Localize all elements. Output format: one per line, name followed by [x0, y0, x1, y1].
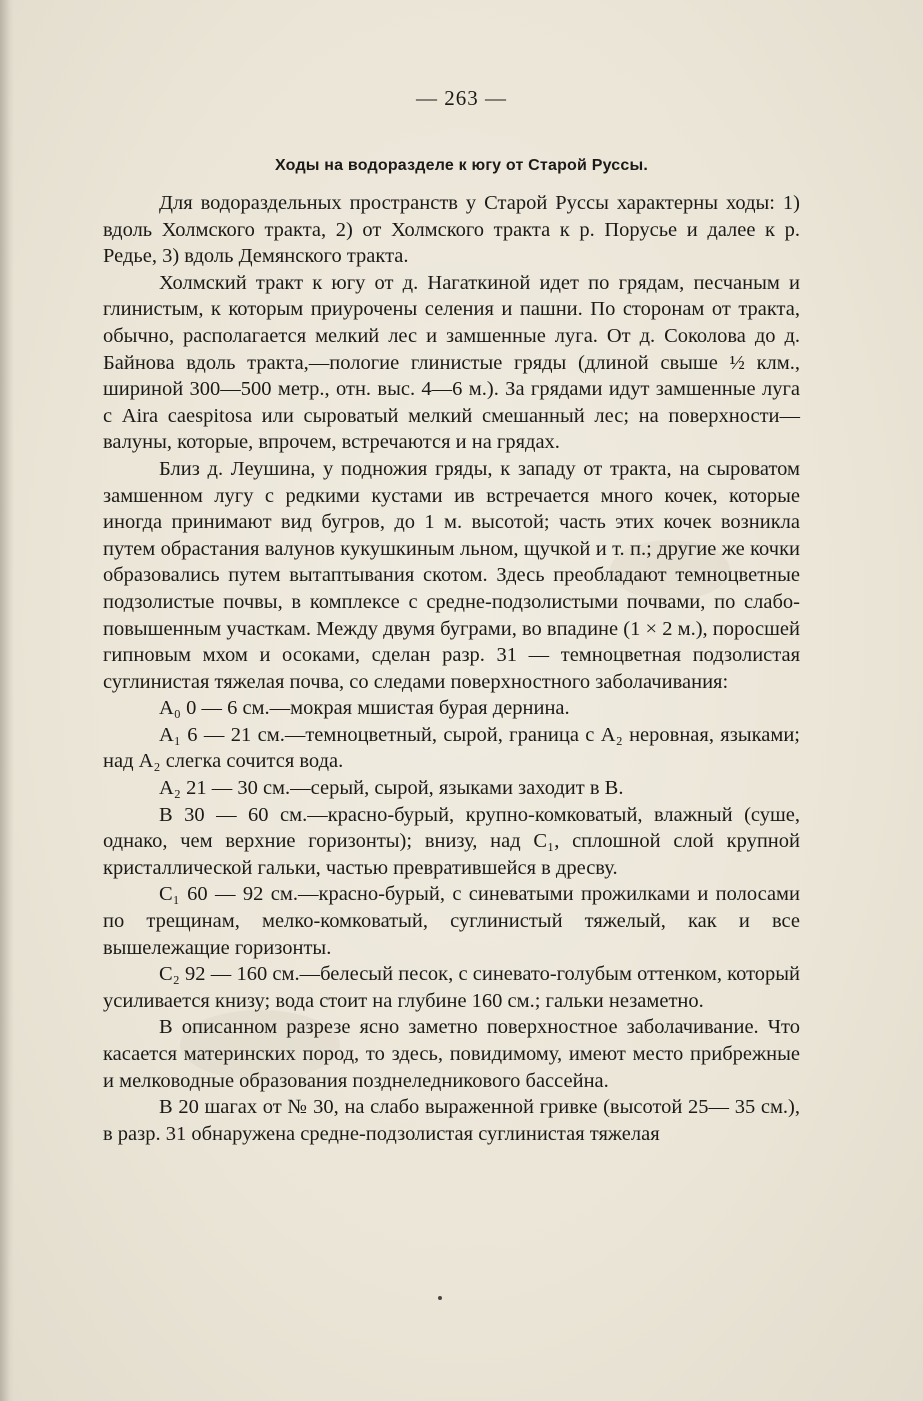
soil-horizon-c2: C₂ 92 — 160 см.—белесый песок, с синевато-голубым оттенком, который усиливается книзу; вода стоит на глубине 160 см.; гальки незаметно. [103, 963, 800, 1012]
paragraph: Для водораздельных пространств у Старой Руссы характерны ходы: 1) вдоль Холмского тракта, 2) от Холмского тракта к р. Порусье и далее к р. Редье, 3) вдоль Демянского тракта. [103, 192, 800, 268]
soil-horizon-b: B 30 — 60 см.—красно-бурый, крупно-комковатый, влажный (суше, однако, чем верхние горизонты); внизу, над C₁, сплошной слой крупной кристаллической гальки, частью превратившейся в дресву. [103, 803, 800, 879]
paragraph: Близ д. Леушина, у подножия гряды, к западу от тракта, на сыроватом замшенном лугу с редкими кустами ив встречается много кочек, которые иногда принимают вид бугров, до 1 м. высотой; часть этих кочек возникла путем обрастания валунов кукушкиным льном, щучкой и т. п.; другие же кочки образовались путем вытаптывания скотом. Здесь преобладают темноцветные подзолистые почвы, в комплексе с средне-подзолистыми почвами, по слабо-повышенным участкам. Между двумя буграми, во впадине (1 × 2 м.), поросшей гипновым мхом и осоками, сделан разр. 31 — темноцветная подзолистая суглинистая тяжелая почва, со следами поверхностного заболачивания: [103, 457, 800, 693]
page-number: — 263 — [416, 86, 507, 110]
soil-horizon-a1: A₁ 6 — 21 см.—темноцветный, сырой, граница с A₂ неровная, языками; над A₂ слегка сочится вода. [103, 723, 800, 773]
section-heading: Ходы на водоразделе к югу от Старой Руссы. [275, 157, 648, 174]
body-text [103, 190, 800, 1147]
page-binding-edge [0, 0, 14, 1401]
paragraph: В описанном разрезе ясно заметно поверхностное заболачивание. Что касается материнских пород, то здесь, повидимому, имеют место прибрежные и мелководные образования позднеледникового бассейна. [103, 1016, 800, 1092]
print-mark [438, 1296, 442, 1300]
soil-horizon-a2: A₂ 21 — 30 см.—серый, сырой, языками заходит в B. [159, 777, 624, 800]
soil-horizon-a0: A₀ 0 — 6 см.—мокрая мшистая бурая дернина. [159, 697, 570, 720]
soil-horizon-c1: C₁ 60 — 92 см.—красно-бурый, с синеватыми прожилками и полосами по трещинам, мелко-комковатый, суглинистый тяжелый, как и все вышележащие горизонты. [103, 883, 800, 959]
paragraph: В 20 шагах от № 30, на слабо выраженной гривке (высотой 25— 35 см.), в разр. 31 обнаружена средне-подзолистая суглинистая тяжелая [103, 1096, 800, 1145]
paragraph: Холмский тракт к югу от д. Нагаткиной идет по грядам, песчаным и глинистым, к которым приурочены селения и пашни. По сторонам от тракта, обычно, располагается мелкий лес и замшенные луга. От д. Соколова до д. Байнова вдоль тракта,—пологие глинистые гряды (длиной свыше ½ клм., шириной 300—500 метр., отн. выс. 4—6 м.). За грядами идут замшенные луга с Aira caespitosa или сыроватый мелкий смешанный лес; на поверхности—валуны, которые, впрочем, встречаются и на грядах. [103, 271, 800, 454]
